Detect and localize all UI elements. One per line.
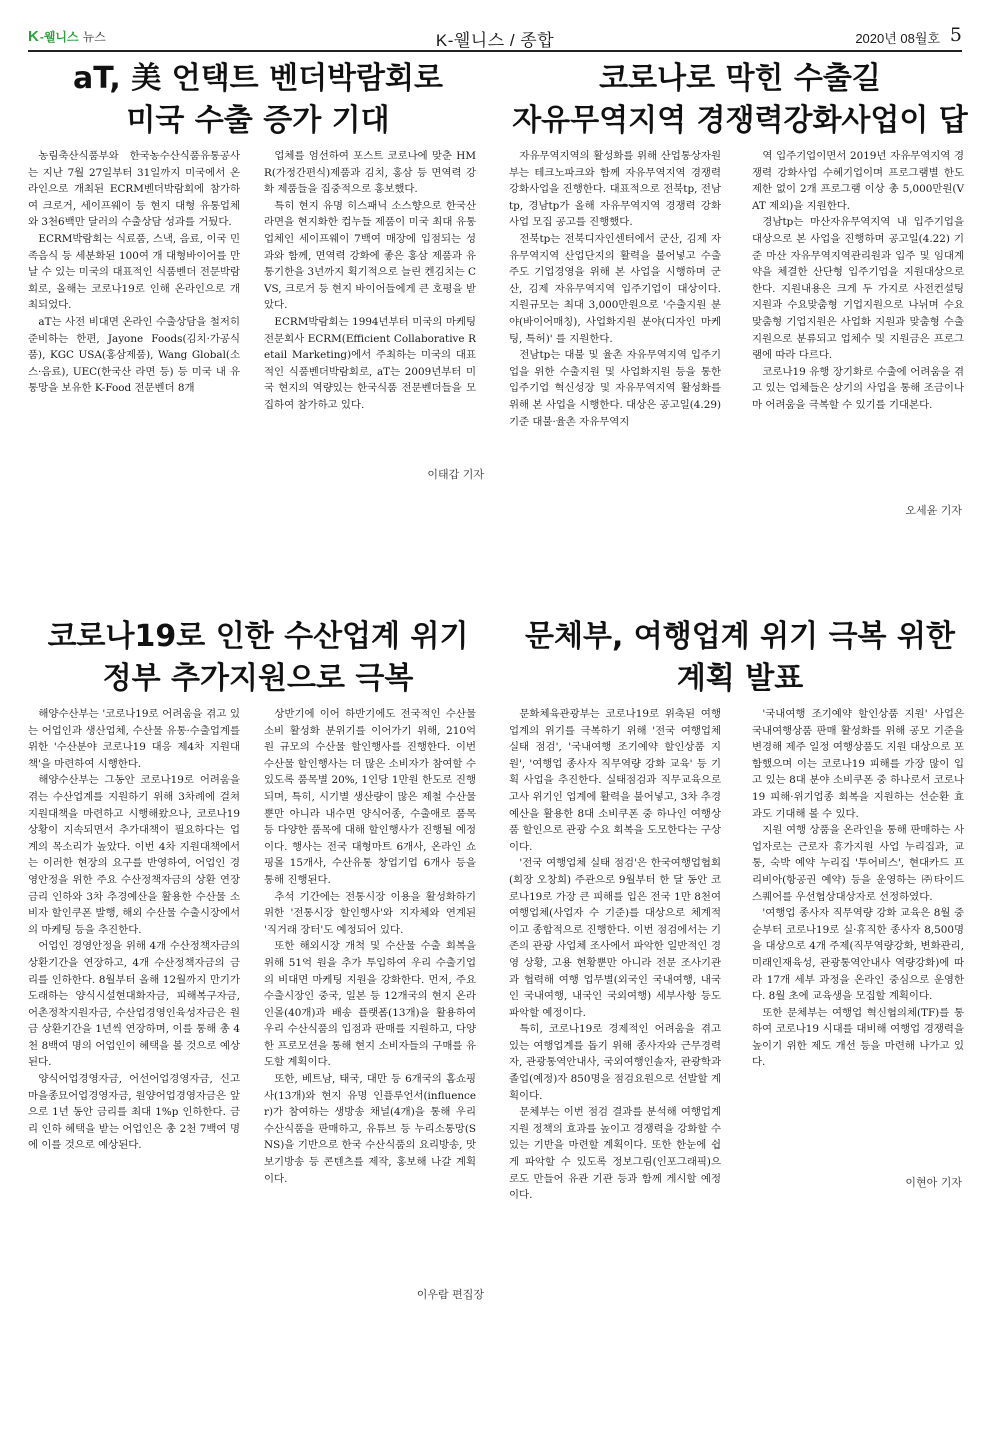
section-title: K-웰니스 / 종합 <box>435 31 555 50</box>
paragraph: ECRM박람회는 식료품, 스낵, 음료, 이국 민족음식 등 세분화된 100여 개 대형바이어를 만날 수 있는 미국의 대표적인 식품벤더 전문박람회로, 올해는 코로나19로 인해 온라인으로 개최되었다. <box>28 232 240 312</box>
article-1-byline: 이태갑 기자 <box>427 468 484 481</box>
logo-sub: 뉴스 <box>82 30 106 44</box>
article-4-column-2 <box>752 706 964 1071</box>
article-2-column-2 <box>752 148 964 414</box>
paragraph: 코로나19 유행 장기화로 수출에 어려움을 겪고 있는 업체들은 상기의 사업을 통해 조금이나마 어려움을 극복할 수 있기를 기대본다. <box>752 365 964 411</box>
paragraph: '국내여행 조기예약 할인상품 지원' 사업은 국내여행상품 판매 활성화를 위해 공모 기준을 변경해 제주 일정 여행상품도 지원 대상으로 포함했으며 이는 코로나19 피해를 가장 많이 입고 있는 8대 분야 소비쿠폰 중 하나로서 코로나19 피해·위기업종 회복을 지원하는 선순환 효과도 기대해 볼 수 있다. <box>752 708 964 820</box>
headline-line: 자유무역지역 경쟁력강화사업이 답 <box>512 103 968 138</box>
headline-line: 코로나19로 인한 수산업계 위기 <box>47 619 469 654</box>
paragraph: 특히, 코로나19로 경제적인 어려움을 겪고 있는 여행업계를 돕기 위해 종사자와 근무경력자, 관광통역안내사, 국외여행인솔자, 관광학과 졸업(예정)자 850명을 점검요원으로 선발할 계획이다. <box>509 1023 721 1102</box>
article-4-column-1 <box>509 706 721 1204</box>
article-1-column-1 <box>28 148 240 397</box>
paragraph: 해양수산부는 '코로나19로 어려움을 겪고 있는 어업인과 생산업체, 수산물 유통·수출업계를 위한 '수산분야 코로나19 대응 제4차 지원대책'을 마련하여 시행한다. <box>28 708 240 770</box>
page-number: 5 <box>949 24 962 46</box>
paragraph: aT는 사전 비대면 온라인 수출상담을 철저히 준비하는 한편, Jayone Foods(김치·가공식품), KGC USA(홍삼제품), Wang Global(소스·음료), UEC(한국산 라면 등) 등 미국 내 유통망을 보유한 K-Food 전문벤더 8개 <box>28 315 240 395</box>
paragraph: 특히 현지 유명 히스패닉 소스향으로 한국산 라면을 현지화한 컵누들 제품이 미국 최대 유통업체인 세이프웨이 7백여 매장에 입점되는 성과와 함께, 면역력 강화에 좋은 홍삼 제품과 유통기한을 3년까지 획기적으로 늘린 켄김치는 CVS, 크로거 등 현지 바이어들에게 큰 호평을 받았다. <box>264 199 476 312</box>
article-4-headline <box>505 616 975 700</box>
article-1-headline <box>28 58 488 142</box>
paragraph: 농림축산식품부와 한국농수산식품유통공사는 지난 7월 27일부터 31일까지 미국에서 온라인으로 개최된 ECRM벤더박람회에 참가하여 크로거, 세이프웨이 등 현지 대형 유통업체와 3천6백만 달러의 수출상담 성과를 거뒀다. <box>28 150 240 229</box>
paragraph: 해양수산부는 그동안 코로나19로 어려움을 겪는 수산업계를 지원하기 위해 3차례에 걸쳐 지원대책을 마련하고 시행해왔으나, 코로나19 상황이 지속되면서 추가대책이 필요하다는 업계의 목소리가 높았다. 이번 4차 지원대책에서는 이러한 현장의 요구를 반영하여, 어업인 경영안정을 위한 주요 수산정책자금의 상환 연장 금리 인하와 3차 추경예산을 활용한 수산물 소비자 할인쿠폰 발행, 해외 수산물 수출시장에서의 마케팅 등을 추진한다. <box>28 774 240 936</box>
headline-line: 계획 발표 <box>676 661 804 696</box>
paragraph: ECRM박람회는 1994년부터 미국의 마케팅전문회사 ECRM(Efficient Collaborative Retail Marketing)에서 주최하는 미국의 대표적인 식품벤더박람회로, aT는 2009년부터 미국 현지의 역량있는 한국식품 전문벤더들을 모집하여 참가하고 있다. <box>264 315 476 411</box>
paragraph: 어업인 경영안정을 위해 4개 수산정책자금의 상환기간을 연장하고, 4개 수산정책자금의 금리를 인하한다. 8월부터 올해 12월까지 만기가 도래하는 양식시설현대화자금, 피해복구자금, 어촌정착지원자금, 수산업경영인육성자금은 원금 상환기간을 1년씩 연장하며, 이를 통해 총 4천 8백여 명의 어업인이 혜택을 볼 것으로 예상된다. <box>28 940 240 1069</box>
paragraph: 또한 문체부는 여행업 혁신협의체(TF)를 통하여 코로나19 시대를 대비해 여행업 경쟁력을 높이기 위한 제도 개선 등을 마련해 나가고 있다. <box>752 1006 964 1069</box>
paragraph: 추석 기간에는 전통시장 이용을 활성화하기 위한 '전통시장 할인행사'와 지자체와 연계된 '직거래 장터'도 예정되어 있다. <box>264 890 476 936</box>
article-2-column-1 <box>509 148 721 430</box>
logo-mark: K <box>28 28 39 45</box>
article-2-byline: 오세윤 기자 <box>905 504 962 517</box>
paragraph: 경남tp는 마산자유무역지역 내 입주기업을 대상으로 본 사업을 진행하며 공고일(4.22) 기준 마산 자유무역지역관리원과 입주 및 임대계약을 체결한 산단형 입주기업을 지원대상으로 한다. 지원내용은 크게 두 가지로 사전컨설팅 지원과 수요맞춤형 기업지원으로 나뉘며 수요맞춤형 기업지원은 사업화 지원과 맞춤형 수출지원으로 분류되고 업체수 및 지원금은 프로그램에 따라 다르다. <box>752 216 964 362</box>
article-3-column-1 <box>28 706 240 1154</box>
paragraph: 업체를 엄선하여 포스트 코로나에 맞춘 HMR(가정간편식)제품과 김치, 홍삼 등 면역력 강화 제품들을 집중적으로 홍보했다. <box>264 150 476 196</box>
headline-line: 코로나로 막힌 수출길 <box>599 61 881 96</box>
paragraph: 문체부는 이번 점검 결과를 분석해 여행업계 지원 정책의 효과를 높이고 경쟁력을 강화할 수 있는 기반을 마련할 계획이다. 또한 한눈에 쉽게 파악할 수 있도록 정보그림(인포그래픽)으로도 만들어 유관 기관 등과 함께 게시할 예정이다. <box>509 1106 721 1202</box>
article-3-column-2 <box>264 706 476 1187</box>
paragraph: 전남tp는 대불 및 율촌 자유무역지역 입주기업을 위한 수출지원 및 사업화지원 등을 통한 입주기업 혁신성장 및 자유무역지역 활성화를 위해 본 사업을 시행한다. 대상은 공고일(4.29) 기준 대불·율촌 자유무역지 <box>509 349 721 428</box>
article-1-column-2 <box>264 148 476 414</box>
paragraph: 자유무역지역의 활성화를 위해 산업통상자원부는 테크노파크와 함께 자유무역지역 경쟁력 강화사업을 진행한다. 대표적으로 전북tp, 전남tp, 경남tp가 올해 자유무역지역 경쟁력 강화사업 모집 공고를 진행했다. <box>509 150 721 229</box>
paragraph: 양식어업경영자금, 어선어업경영자금, 신고마을종묘어업경영자금, 원양어업경영자금은 앞으로 1년 동안 금리를 최대 1%p 인하한다. 금리 인하 혜택을 받는 어업인은 총 2천 7백여 명에 이를 것으로 예상된다. <box>28 1073 240 1152</box>
paragraph: '전국 여행업체 실태 점검'은 한국여행업협회(회장 오창희) 주관으로 9월부터 한 달 동안 코로나19로 가장 큰 피해를 입은 전국 1만 8천여 여행업체(사업자 수 기준)를 대상으로 체계적이고 종합적으로 진행한다. 이번 점검에서는 기존의 관광 사업체 조사에서 파악한 일반적인 경영 상황, 고용 현황뿐만 아니라 전문 조사기관과 협력해 여행 업무별(외국인 국내여행, 내국인 국내여행, 내국인 국외여행) 세부사항 등도 파악할 예정이다. <box>509 857 721 1019</box>
article-3-headline <box>28 616 488 700</box>
paragraph: 전북tp는 전북디자인센터에서 군산, 김제 자유무역지역 산업단지의 활력을 불어넣고 수출주도 기업경영을 위해 본 사업을 시행하며 군산, 김제 자유무역지역 입주기업이 대상이다. 지원규모는 최대 3,000만원으로 '수출지원 분야(바이어매칭), 사업화지원 분야(디자인 마케팅, 특허)' 를 지원한다. <box>509 232 721 345</box>
paragraph: 지원 여행 상품을 온라인을 통해 판매하는 사업자로는 근로자 휴가지원 사업 누리집과, 교통, 숙박 예약 누리집 '투어비스', 현대카드 프리비아(항공권 예약) 등을 운영하는 ㈜타이드스퀘어를 우선협상대상자로 선정하였다. <box>752 824 964 903</box>
headline-line: 정부 추가지원으로 극복 <box>102 661 414 696</box>
article-3-byline: 이우람 편집장 <box>416 1288 484 1301</box>
issue-date: 2020년 08월호 <box>855 31 940 46</box>
headline-line: aT, 美 언택트 벤더박람회로 <box>73 61 443 96</box>
article-2-headline <box>505 58 975 142</box>
article-4-byline: 이현아 기자 <box>905 1176 962 1189</box>
paragraph: '여행업 종사자 직무역량 강화 교육은 8월 중순부터 코로나19로 실·휴직한 종사자 8,500명을 대상으로 4개 주제(직무역량강화, 변화관리, 미래인재육성, 관광통역안내사 역량강화)에 따라 17개 세부 과정을 온라인 중심으로 운영한다. 8월 초에 교육생을 모집할 계획이다. <box>752 907 964 1003</box>
paragraph: 상반기에 이어 하반기에도 전국적인 수산물 소비 활성화 분위기를 이어가기 위해, 210억 원 규모의 수산물 할인행사를 진행한다. 이번 수산물 할인행사는 더 많은 소비자가 참여할 수 있도록 품목별 20%, 1인당 1만원 한도로 진행되며, 특히, 시기별 생산량이 많은 제철 수산물뿐만 아니라 내수면 양식어종, 수출애로 품목 등 다양한 품목에 대해 할인행사가 진행될 예정이다. 행사는 전국 대형마트 6개사, 온라인 쇼핑몰 15개사, 수산유통 창업기업 6개사 등을 통해 진행된다. <box>264 708 476 886</box>
headline-line: 미국 수출 증가 기대 <box>126 103 390 138</box>
paragraph: 또한, 베트남, 태국, 대만 등 6개국의 홈쇼핑사(13개)와 현지 유명 인플루언서(influencer)가 참여하는 생방송 채널(4개)을 통해 우리 수산식품을 판매하고, 유튜브 등 누리소통망(SNS)을 기반으로 한국 수산식품의 요리방송, 맛보기방송 등 콘텐츠를 제작, 홍보해 나갈 계획이다. <box>264 1073 476 1185</box>
paragraph: 또한 해외시장 개척 및 수산물 수출 회복을 위해 51억 원을 추가 투입하여 우리 수출기업의 비대면 마케팅 지원을 강화한다. 먼저, 주요 수출시장인 중국, 일본 등 12개국의 현지 온라인몰(40개)과 배송 플랫폼(13개)을 활용하여 우리 수산식품의 입점과 판매를 지원하고, 다양한 프로모션을 통해 현지 소비자들의 구매를 유도할 계획이다. <box>264 940 476 1069</box>
headline-line: 문체부, 여행업계 위기 극복 위한 <box>525 619 955 654</box>
paragraph: 역 입주기업이면서 2019년 자유무역지역 경쟁력 강화사업 수혜기업이며 프로그램별 한도제한 없이 2개 프로그램 이상 총 5,000만원(VAT 제외)을 지원한다. <box>752 150 964 212</box>
paragraph: 문화체육관광부는 코로나19로 위축된 여행업계의 위기를 극복하기 위해 '전국 여행업체 실태 점검', '국내여행 조기예약 할인상품 지원', '여행업 종사자 직무역량 강화 교육' 등 기획 사업을 추진한다. 실태점검과 직무교육으로 고사 위기인 업계에 활력을 불어넣고, 3차 추경 예산을 활용한 8대 소비쿠폰 중 하나인 여행상품 할인으로 관광 수요 회복을 도모한다는 구상이다. <box>509 708 721 853</box>
logo-text: -웰니스 <box>39 30 79 44</box>
page-header <box>28 24 962 52</box>
